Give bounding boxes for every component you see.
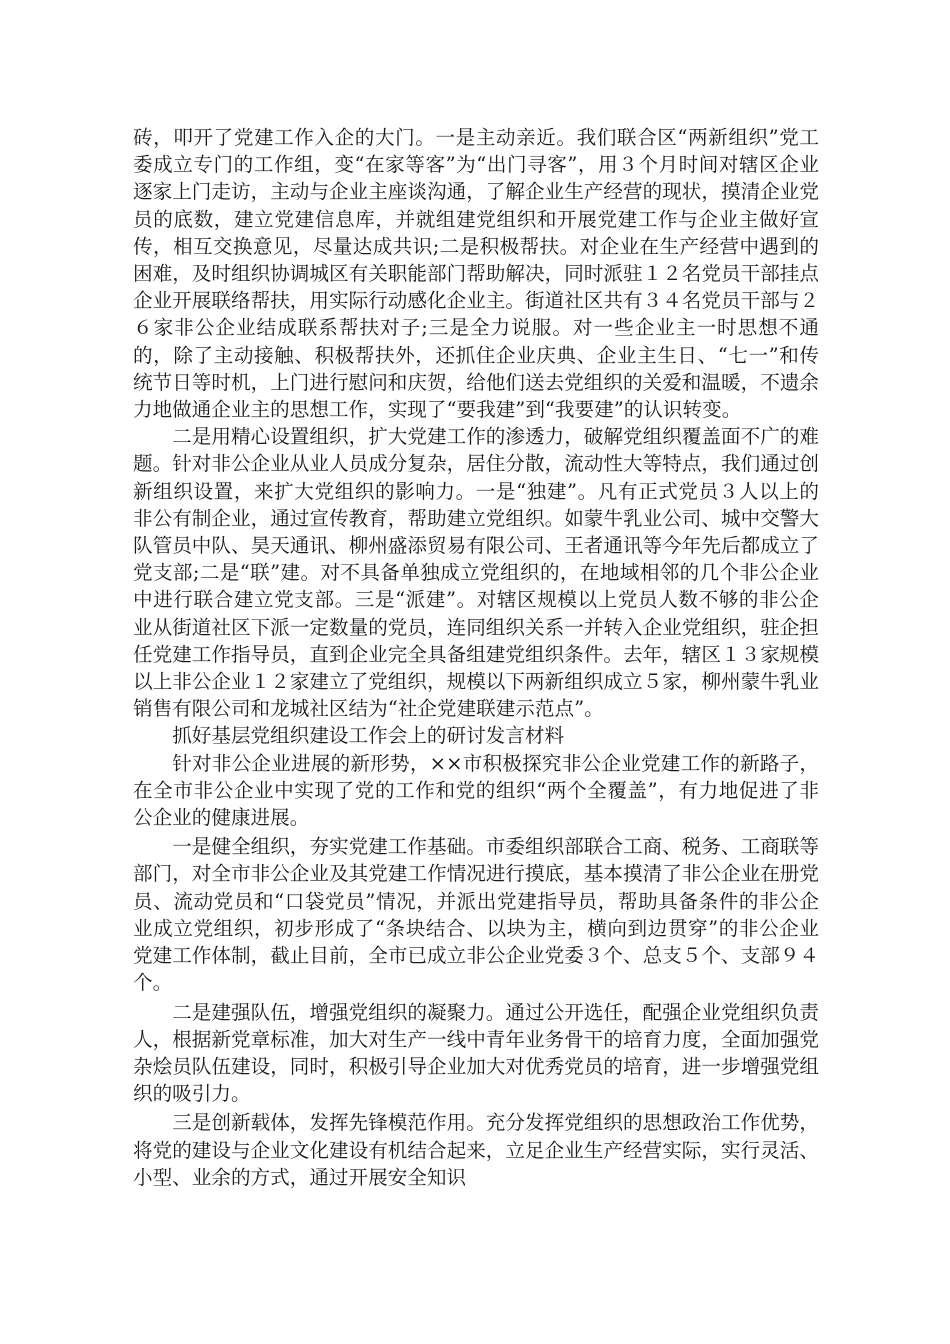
paragraph-continuation: 砖，叩开了党建工作入企的大门。一是主动亲近。我们联合区“两新组织”党工委成立专门的工作组，变“在家等客”为“出门寻客”，用３个月时间对辖区企业逐家上门走访，主动与企业主座谈沟通，了解企业生产经营的现状，摸清企业党员的底数，建立党建信息库，并就组建党组织和开展党建工作与企业主做好宣传，相互交换意见，尽量达成共识;二是积极帮扶。对企业在生产经营中遇到的困难，及时组织协调城区有关职能部门帮助解决，同时派驻１２名党员干部挂点企业开展联络帮扶，用实际行动感化企业主。街道社区共有３４名党员干部与２６家非公企业结成联系帮扶对子;三是全力说服。对一些企业主一时思想不通的，除了主动接触、积极帮扶外，还抓住企业庆典、企业主生日、“七一”和传统节日等时机，上门进行慰问和庆贺，给他们送去党组织的关爱和温暖，不遗余力地做通企业主的思想工作，实现了“要我建”到“我要建”的认识转变。 (133, 126, 819, 422)
paragraph-organization-setup: 二是用精心设置组织，扩大党建工作的渗透力，破解党组织覆盖面不广的难题。针对非公企业从业人员成分复杂，居住分散，流动性大等特点，我们通过创新组织设置，来扩大党组织的影响力。一是“独建”。凡有正式党员３人以上的非公有制企业，通过宣传教育，帮助建立党组织。如蒙牛乳业公司、城中交警大队管员中队、昊天通讯、柳州盛添贸易有限公司、王者通讯等今年先后都成立了党支部;二是“联”建。对不具备单独成立党组织的，在地域相邻的几个非公企业中进行联合建立党支部。三是“派建”。对辖区规模以上党员人数不够的非公企业从街道社区下派一定数量的党员，连同组织关系一并转入企业党组织，驻企担任党建工作指导员，直到企业完全具备组建党组织条件。去年，辖区１３家规模以上非公企业１２家建立了党组织，规模以下两新组织成立５家，柳州蒙牛乳业销售有限公司和龙城社区结为“社企党建联建示范点”。 (133, 425, 819, 721)
paragraph-point-two: 二是建强队伍，增强党组织的凝聚力。通过公开选任，配强企业党组织负责人，根据新党章标准，加大对生产一线中青年业务骨干的培育力度，全面加强党杂烩员队伍建设，同时，积极引导企业加大对优秀党员的培育，进一步增强党组织的吸引力。 (133, 1000, 819, 1106)
section-heading: 抓好基层党组织建设工作会上的研讨发言材料 (172, 724, 565, 748)
paragraph-intro: 针对非公企业进展的新形势，××市积极探究非公企业党建工作的新路子，在全市非公企业中实现了党的工作和党的组织“两个全覆盖”，有力地促进了非公企业的健康进展。 (133, 751, 819, 830)
paragraph-point-three: 三是创新载体，发挥先锋模范作用。充分发挥党组织的思想政治工作优势，将党的建设与企业文化建设有机结合起来，立足企业生产经营实际，实行灵活、小型、业余的方式，通过开展安全知识 (133, 1111, 819, 1189)
document-body (133, 124, 819, 1191)
paragraph-point-one: 一是健全组织，夯实党建工作基础。市委组织部联合工商、税务、工商联等部门，对全市非公企业及其党建工作情况进行摸底，基本摸清了非公企业在册党员、流动党员和“口袋党员”情况，并派出党建指导员，帮助具备条件的非公企业成立党组织，初步形成了“条块结合、以块为主，横向到边贯穿”的非公企业党建工作体制，截止目前，全市已成立非公企业党委３个、总支５个、支部９４个。 (133, 835, 819, 995)
